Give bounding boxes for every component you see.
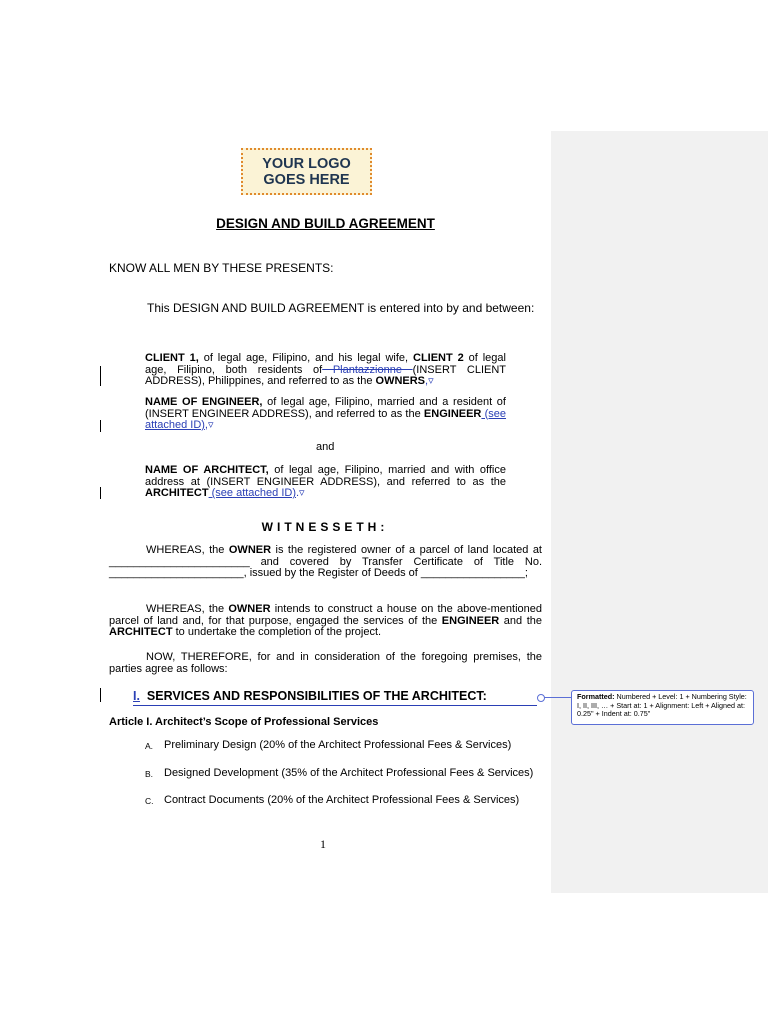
whereas-2-text-4: to undertake the completion of the project.: [172, 626, 382, 638]
witnesseth-heading: WITNESSETH:: [261, 520, 389, 534]
architect-paragraph: [145, 465, 506, 500]
whereas-1-text-2: is the registered owner of a parcel of land located at _______________________ and covered by Transfer Certificate of Title No. ______________________, issued by the Register of Deeds of _________________;: [109, 544, 542, 579]
logo-line-2: GOES HERE: [263, 171, 350, 188]
architect-label: ARCHITECT: [145, 487, 209, 499]
now-therefore-paragraph: NOW, THEREFORE, for and in consideration of the foregoing premises, the parties agree as follows:: [109, 651, 542, 675]
change-bar: [100, 487, 101, 499]
list-text: Contract Documents (20% of the Architect Professional Fees & Services): [164, 794, 520, 806]
list-text: Designed Development (35% of the Architect Professional Fees & Services): [164, 767, 534, 779]
document-title: DESIGN AND BUILD AGREEMENT: [216, 216, 435, 231]
list-text: Preliminary Design (20% of the Architect Professional Fees & Services): [164, 739, 512, 751]
insertion-mark: ,▿: [204, 419, 214, 431]
architect-label: ARCHITECT: [109, 626, 173, 638]
list-item: [145, 795, 542, 807]
engineer-id-link[interactable]: (see attached ID): [145, 407, 506, 431]
page-number: 1: [320, 837, 326, 851]
intro-paragraph: This DESIGN AND BUILD AGREEMENT is entered into by and between:: [147, 301, 535, 315]
comment-anchor-line: [133, 705, 537, 706]
whereas-1-paragraph: [109, 545, 542, 580]
comment-label: Formatted:: [577, 692, 615, 701]
engineer-label: ENGINEER: [441, 614, 500, 627]
know-all-men: KNOW ALL MEN BY THESE PRESENTS:: [109, 261, 334, 275]
owner-label: OWNER: [228, 544, 272, 556]
formatting-comment-balloon[interactable]: [571, 690, 754, 725]
section-number: I.: [133, 689, 140, 703]
whereas-1-text-1: WHEREAS, the: [146, 544, 229, 556]
engineer-name-label: NAME OF ENGINEER,: [145, 396, 263, 408]
comment-anchor-dot: [537, 694, 545, 702]
and-text: and: [316, 441, 335, 453]
owners-label: OWNERS: [375, 375, 426, 387]
architect-id-link[interactable]: (see attached ID): [208, 487, 296, 499]
engineer-text: of legal age, Filipino, married and a resident of (INSERT ENGINEER ADDRESS), and referred to as the: [145, 396, 506, 420]
deleted-text: Plantazzionne: [322, 363, 413, 376]
client-text-2: of legal age, Filipino, both residents of: [145, 352, 506, 376]
list-item: [145, 740, 542, 752]
whereas-2-paragraph: [109, 604, 542, 639]
client-text-3: (INSERT CLIENT ADDRESS), Philippines, and referred to as the: [145, 363, 507, 387]
client-paragraph: [145, 353, 506, 388]
architect-text: of legal age, Filipino, married and with office address at (INSERT ENGINEER ADDRESS), and referred to as the: [145, 464, 506, 488]
list-letter: A.: [145, 741, 154, 751]
whereas-2-text-3: and the: [499, 614, 542, 627]
engineer-label: ENGINEER: [423, 407, 482, 420]
engineer-paragraph: [145, 397, 506, 432]
owner-label: OWNER: [228, 603, 271, 615]
insertion-mark: ,▿: [425, 375, 434, 387]
logo-line-1: YOUR LOGO: [262, 155, 351, 172]
change-bar: [100, 366, 101, 386]
article-heading: Article I. Architect’s Scope of Professional Services: [109, 716, 379, 728]
comment-text: Numbered + Level: 1 + Numbering Style: I, II, III, … + Start at: 1 + Alignment: Left + Aligned at: 0.25" + Indent at: 0.75": [577, 692, 747, 718]
client-1-label: CLIENT 1,: [145, 352, 199, 364]
list-letter: B.: [145, 769, 154, 779]
client-2-label: CLIENT 2: [413, 352, 464, 364]
list-item: [145, 768, 542, 780]
change-bar: [100, 420, 101, 432]
architect-name-label: NAME OF ARCHITECT,: [145, 464, 269, 476]
comments-margin-pane: [551, 131, 768, 893]
change-bar: [100, 688, 101, 702]
section-title: SERVICES AND RESPONSIBILITIES OF THE ARCHITECT:: [146, 689, 487, 703]
section-heading: [133, 689, 487, 703]
logo-placeholder: [241, 148, 372, 195]
whereas-2-text-2: intends to construct a house on the above-mentioned parcel of land and, for that purpose, engaged the services of the: [109, 603, 542, 627]
insertion-mark: .▿: [296, 487, 305, 499]
list-letter: C.: [145, 796, 154, 806]
client-text-1: of legal age, Filipino, and his legal wife,: [198, 352, 413, 364]
whereas-2-text-1: WHEREAS, the: [146, 603, 229, 615]
